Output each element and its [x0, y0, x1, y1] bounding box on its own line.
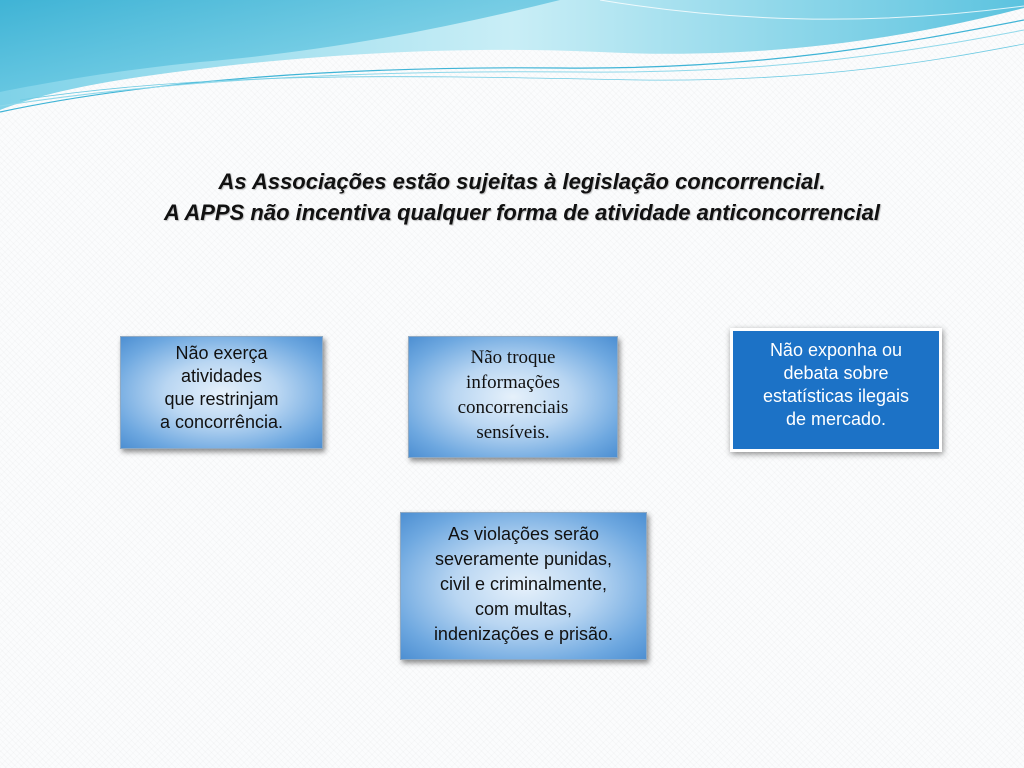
- penalties-box: As violações serão severamente punidas, civil e criminalmente, com multas, indenizações e prisão.: [400, 512, 647, 660]
- rule-box-restrict-competition: Não exerça atividades que restrinjam a concorrência.: [120, 336, 323, 449]
- slide-title-line-1: As Associações estão sujeitas à legislação concorrencial.: [218, 169, 826, 194]
- slide-title-line-2: A APPS não incentiva qualquer forma de atividade anticoncorrencial: [164, 200, 880, 225]
- decorative-wave: [0, 0, 1024, 130]
- rule-box-market-statistics: Não exponha ou debata sobre estatísticas ilegais de mercado.: [730, 328, 942, 452]
- rule-box-exchange-information: Não troque informações concorrenciais sensíveis.: [408, 336, 618, 458]
